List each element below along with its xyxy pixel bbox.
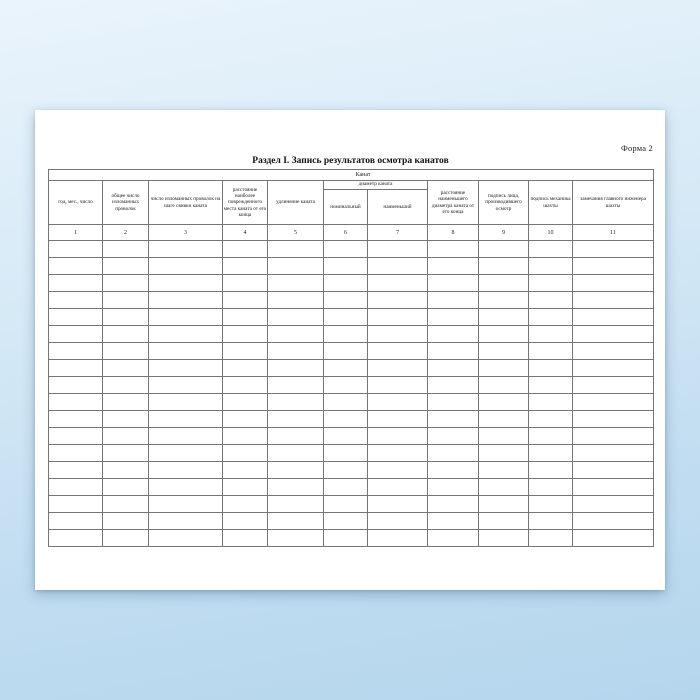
blank-cell: [103, 377, 149, 394]
table-row: [49, 496, 654, 513]
blank-cell: [368, 411, 428, 428]
blank-cell: [149, 360, 223, 377]
blank-cell: [149, 462, 223, 479]
blank-cell: [529, 530, 573, 547]
blank-cell: [268, 394, 324, 411]
table-row: [49, 292, 654, 309]
blank-cell: [479, 309, 529, 326]
blank-cell: [149, 292, 223, 309]
kanat-spanner-row: [49, 170, 654, 181]
blank-cell: [103, 309, 149, 326]
blank-cell: [268, 428, 324, 445]
blank-cell: [223, 258, 268, 275]
blank-cell: [268, 462, 324, 479]
blank-cell: [529, 462, 573, 479]
blank-cell: [149, 530, 223, 547]
blank-cell: [103, 411, 149, 428]
blank-cell: [368, 241, 428, 258]
blank-cell: [529, 428, 573, 445]
blank-cell: [479, 428, 529, 445]
table-row: [49, 428, 654, 445]
blank-cell: [268, 445, 324, 462]
column-number: 1: [49, 225, 103, 241]
blank-cell: [223, 445, 268, 462]
blank-cell: [149, 275, 223, 292]
blank-cell: [573, 326, 654, 343]
blank-cell: [149, 258, 223, 275]
blank-cell: [529, 275, 573, 292]
blank-cell: [428, 411, 479, 428]
header-diameter-minimal: наименьший: [368, 190, 428, 225]
blank-cell: [573, 530, 654, 547]
table-row: [49, 462, 654, 479]
blank-cell: [368, 258, 428, 275]
blank-cell: [428, 343, 479, 360]
blank-cell: [573, 445, 654, 462]
blank-cell: [529, 360, 573, 377]
blank-cell: [103, 292, 149, 309]
blank-cell: [428, 479, 479, 496]
form-number-label: Форма 2: [621, 143, 653, 153]
column-number: 8: [428, 225, 479, 241]
column-numbers-row: [49, 225, 654, 241]
blank-cell: [49, 326, 103, 343]
blank-cell: [529, 479, 573, 496]
blank-cell: [479, 445, 529, 462]
blank-cell: [324, 462, 368, 479]
blank-cell: [268, 411, 324, 428]
column-number: 11: [573, 225, 654, 241]
blank-cell: [324, 428, 368, 445]
table-row: [49, 411, 654, 428]
blank-cell: [103, 462, 149, 479]
blank-cell: [428, 241, 479, 258]
blank-cell: [268, 479, 324, 496]
table-row: [49, 530, 654, 547]
blank-cell: [368, 479, 428, 496]
blank-cell: [103, 275, 149, 292]
blank-cell: [428, 496, 479, 513]
blank-cell: [368, 377, 428, 394]
blank-cell: [479, 377, 529, 394]
blank-cell: [368, 309, 428, 326]
blank-cell: [103, 394, 149, 411]
blank-cell: [529, 309, 573, 326]
blank-cell: [479, 343, 529, 360]
blank-cell: [573, 258, 654, 275]
kanat-spanner-cell: Канат: [49, 170, 654, 181]
blank-cell: [529, 292, 573, 309]
blank-cell: [268, 309, 324, 326]
blank-cell: [49, 428, 103, 445]
table-row: [49, 513, 654, 530]
table-row: [49, 275, 654, 292]
blank-cell: [223, 411, 268, 428]
blank-cell: [223, 377, 268, 394]
blank-cell: [49, 394, 103, 411]
header-min-diameter-distance: расстояние наименьшего диаметра каната от его конца: [428, 181, 479, 225]
table-row: [49, 479, 654, 496]
blank-cell: [479, 513, 529, 530]
rope-inspection-table: [48, 169, 654, 547]
table-row: [49, 445, 654, 462]
blank-cell: [324, 513, 368, 530]
blank-cell: [223, 479, 268, 496]
blank-cell: [324, 411, 368, 428]
blank-cell: [428, 275, 479, 292]
blank-cell: [149, 445, 223, 462]
blank-cell: [573, 309, 654, 326]
column-number: 6: [324, 225, 368, 241]
blank-cell: [103, 326, 149, 343]
blank-cell: [479, 258, 529, 275]
blank-cell: [573, 428, 654, 445]
blank-cell: [223, 326, 268, 343]
blank-cell: [49, 411, 103, 428]
header-total-broken-wires: общее число изломанных проволок: [103, 181, 149, 225]
header-mechanic-signature: подпись механика шахты: [529, 181, 573, 225]
blank-cell: [368, 343, 428, 360]
blank-cell: [103, 530, 149, 547]
blank-cell: [529, 394, 573, 411]
blank-cell: [49, 496, 103, 513]
table-body: [49, 241, 654, 547]
blank-cell: [368, 292, 428, 309]
blank-cell: [428, 258, 479, 275]
blank-cell: [529, 513, 573, 530]
blank-cell: [324, 530, 368, 547]
column-number: 9: [479, 225, 529, 241]
header-damaged-place-distance: расстояние наиболее поврежденного места каната от его конца: [223, 181, 268, 225]
table-row: [49, 394, 654, 411]
blank-cell: [223, 241, 268, 258]
blank-cell: [368, 326, 428, 343]
blank-cell: [368, 496, 428, 513]
blank-cell: [149, 479, 223, 496]
blank-cell: [223, 343, 268, 360]
header-inspector-signature: подпись лица, производившего осмотр: [479, 181, 529, 225]
blank-cell: [428, 377, 479, 394]
blank-cell: [573, 394, 654, 411]
blank-cell: [49, 360, 103, 377]
blank-cell: [268, 377, 324, 394]
blank-cell: [149, 241, 223, 258]
blank-cell: [529, 326, 573, 343]
table-row: [49, 309, 654, 326]
blank-cell: [49, 309, 103, 326]
blank-cell: [103, 445, 149, 462]
blank-cell: [223, 496, 268, 513]
blank-cell: [49, 343, 103, 360]
blank-cell: [268, 292, 324, 309]
blank-cell: [223, 428, 268, 445]
blank-cell: [529, 241, 573, 258]
blank-cell: [324, 360, 368, 377]
blank-cell: [103, 241, 149, 258]
table-row: [49, 258, 654, 275]
table-row: [49, 360, 654, 377]
blank-cell: [324, 377, 368, 394]
header-broken-wires-per-lay: число изломанных проволок на шаге свивки каната: [149, 181, 223, 225]
blank-cell: [368, 513, 428, 530]
blank-cell: [223, 394, 268, 411]
blank-cell: [324, 275, 368, 292]
blank-cell: [324, 343, 368, 360]
blank-cell: [223, 462, 268, 479]
blank-cell: [324, 258, 368, 275]
blank-cell: [573, 513, 654, 530]
blank-cell: [149, 326, 223, 343]
blank-cell: [324, 309, 368, 326]
blank-cell: [49, 258, 103, 275]
column-number: 2: [103, 225, 149, 241]
table-row: [49, 343, 654, 360]
blank-cell: [324, 445, 368, 462]
blank-cell: [268, 513, 324, 530]
blank-cell: [223, 513, 268, 530]
blank-cell: [49, 377, 103, 394]
blank-cell: [49, 275, 103, 292]
column-number: 7: [368, 225, 428, 241]
blank-cell: [49, 530, 103, 547]
table-row: [49, 377, 654, 394]
blank-cell: [368, 445, 428, 462]
blank-cell: [149, 377, 223, 394]
header-row-top: [49, 181, 654, 190]
blank-cell: [529, 377, 573, 394]
blank-cell: [479, 326, 529, 343]
blank-cell: [103, 496, 149, 513]
blank-cell: [49, 292, 103, 309]
blank-cell: [324, 479, 368, 496]
column-number: 10: [529, 225, 573, 241]
blank-cell: [103, 428, 149, 445]
blank-cell: [573, 377, 654, 394]
header-diameter-nominal: номинальный: [324, 190, 368, 225]
blank-cell: [103, 360, 149, 377]
blank-cell: [324, 292, 368, 309]
blank-cell: [479, 292, 529, 309]
table-row: [49, 326, 654, 343]
blank-cell: [573, 360, 654, 377]
blank-cell: [479, 360, 529, 377]
blank-cell: [573, 343, 654, 360]
blank-cell: [268, 241, 324, 258]
blank-cell: [103, 513, 149, 530]
blank-cell: [573, 241, 654, 258]
blank-cell: [428, 513, 479, 530]
blank-cell: [149, 343, 223, 360]
blank-cell: [368, 462, 428, 479]
blank-cell: [268, 326, 324, 343]
blank-cell: [573, 462, 654, 479]
blank-cell: [428, 462, 479, 479]
blank-cell: [324, 326, 368, 343]
blank-cell: [573, 275, 654, 292]
header-diameter-group: диаметр каната: [324, 181, 428, 190]
blank-cell: [573, 411, 654, 428]
table-row: [49, 241, 654, 258]
document-title: Раздел I. Запись результатов осмотра канатов: [252, 156, 449, 166]
blank-cell: [479, 479, 529, 496]
blank-cell: [529, 496, 573, 513]
blank-cell: [268, 360, 324, 377]
blank-cell: [103, 258, 149, 275]
blank-cell: [324, 241, 368, 258]
blank-cell: [368, 360, 428, 377]
blank-cell: [529, 445, 573, 462]
blank-cell: [573, 479, 654, 496]
column-number: 5: [268, 225, 324, 241]
blank-cell: [479, 241, 529, 258]
blank-cell: [573, 292, 654, 309]
blank-cell: [324, 394, 368, 411]
blank-cell: [103, 343, 149, 360]
blank-cell: [428, 292, 479, 309]
blank-cell: [49, 445, 103, 462]
blank-cell: [479, 411, 529, 428]
blank-cell: [149, 411, 223, 428]
document-page: [35, 110, 665, 590]
blank-cell: [428, 326, 479, 343]
blank-cell: [268, 343, 324, 360]
blank-cell: [149, 513, 223, 530]
blank-cell: [268, 530, 324, 547]
column-number: 4: [223, 225, 268, 241]
blank-cell: [223, 360, 268, 377]
blank-cell: [149, 496, 223, 513]
blank-cell: [49, 479, 103, 496]
blank-cell: [49, 513, 103, 530]
blank-cell: [149, 394, 223, 411]
blank-cell: [368, 428, 428, 445]
blank-cell: [428, 445, 479, 462]
blank-cell: [529, 411, 573, 428]
blank-cell: [479, 496, 529, 513]
blank-cell: [428, 428, 479, 445]
blank-cell: [223, 530, 268, 547]
blank-cell: [573, 496, 654, 513]
column-number: 3: [149, 225, 223, 241]
blank-cell: [268, 258, 324, 275]
blank-cell: [223, 292, 268, 309]
blank-cell: [529, 258, 573, 275]
blank-cell: [479, 462, 529, 479]
blank-cell: [268, 496, 324, 513]
blank-cell: [368, 275, 428, 292]
header-date: год, мес., число: [49, 181, 103, 225]
blank-cell: [368, 394, 428, 411]
blank-cell: [428, 309, 479, 326]
blank-cell: [324, 496, 368, 513]
blank-cell: [479, 275, 529, 292]
blank-cell: [428, 360, 479, 377]
blank-cell: [368, 530, 428, 547]
blank-cell: [49, 241, 103, 258]
blank-cell: [49, 462, 103, 479]
blank-cell: [223, 275, 268, 292]
blank-cell: [428, 394, 479, 411]
blank-cell: [149, 309, 223, 326]
blank-cell: [103, 479, 149, 496]
header-rope-elongation: удлинение каната: [268, 181, 324, 225]
blank-cell: [529, 343, 573, 360]
blank-cell: [149, 428, 223, 445]
blank-cell: [223, 309, 268, 326]
blank-cell: [428, 530, 479, 547]
header-chief-engineer-notes: замечания главного инженера шахты: [573, 181, 654, 225]
blank-cell: [479, 394, 529, 411]
blank-cell: [268, 275, 324, 292]
blank-cell: [479, 530, 529, 547]
